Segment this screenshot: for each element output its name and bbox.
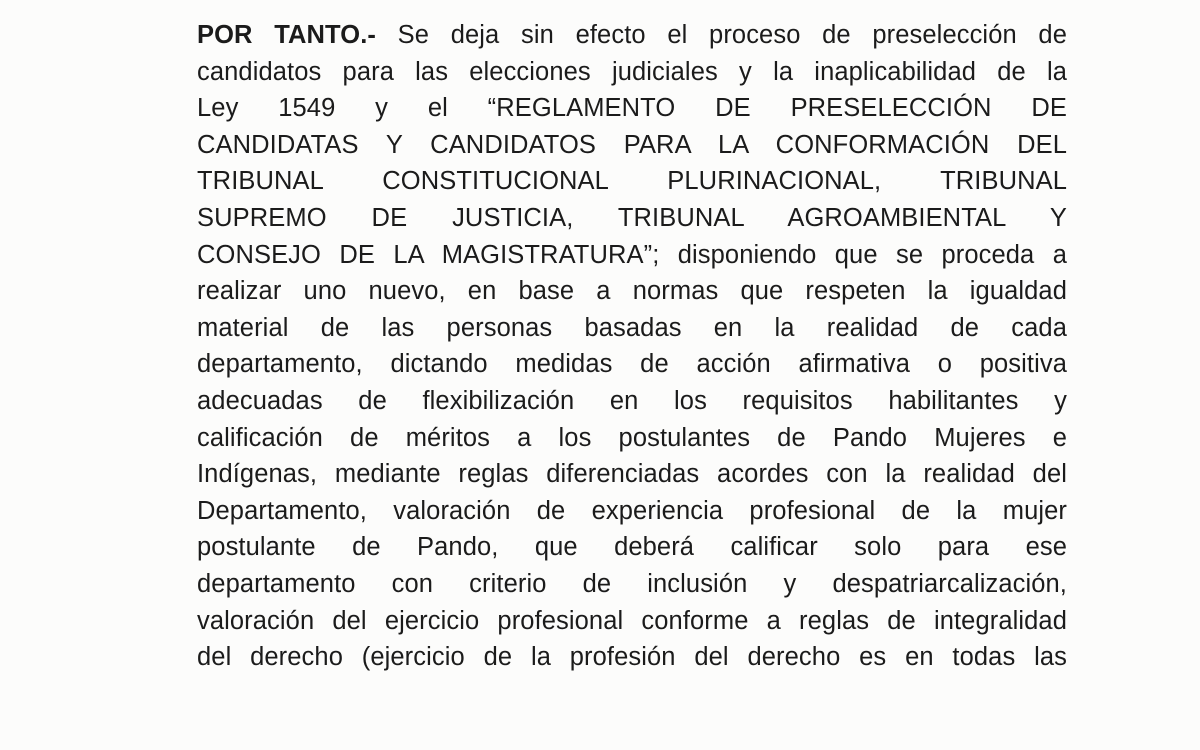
text-line-16: departamento con criterio de inclusión y despatriarcalización, — [197, 569, 1067, 598]
text-line-9: material de las personas basadas en la realidad de cada — [197, 313, 1067, 342]
text-line-8: realizar uno nuevo, en base a normas que respeten la igualdad — [197, 277, 1067, 306]
text-line-3: Ley 1549 y el “REGLAMENTO DE PRESELECCIÓN DE — [197, 94, 1067, 123]
text-line-4: CANDIDATAS Y CANDIDATOS PARA LA CONFORMACIÓN DEL — [197, 130, 1067, 159]
resolution-paragraph — [197, 17, 1067, 676]
text-line-7: CONSEJO DE LA MAGISTRATURA”; disponiendo que se proceda a — [197, 240, 1067, 269]
text-line-1 — [197, 17, 1067, 54]
text-line-1-body: Se deja sin efecto el proceso de preselección de — [375, 21, 1067, 49]
text-line-11: adecuadas de flexibilización en los requisitos habilitantes y — [197, 386, 1067, 415]
text-line-2: candidatos para las elecciones judiciales y la inaplicabilidad de la — [197, 57, 1067, 86]
text-line-18: del derecho (ejercicio de la profesión del derecho es en todas las — [197, 643, 1067, 672]
text-line-14: Departamento, valoración de experiencia profesional de la mujer — [197, 496, 1067, 525]
text-line-6: SUPREMO DE JUSTICIA, TRIBUNAL AGROAMBIENTAL Y — [197, 203, 1067, 232]
text-line-5: TRIBUNAL CONSTITUCIONAL PLURINACIONAL, TRIBUNAL — [197, 167, 1067, 196]
text-line-17: valoración del ejercicio profesional conforme a reglas de integralidad — [197, 606, 1067, 635]
text-line-13: Indígenas, mediante reglas diferenciadas acordes con la realidad del — [197, 460, 1067, 489]
text-line-15: postulante de Pando, que deberá calificar solo para ese — [197, 533, 1067, 562]
por-tanto-heading: POR TANTO.- — [197, 21, 376, 49]
text-line-10: departamento, dictando medidas de acción afirmativa o positiva — [197, 350, 1067, 379]
text-line-12: calificación de méritos a los postulantes de Pando Mujeres e — [197, 423, 1067, 452]
